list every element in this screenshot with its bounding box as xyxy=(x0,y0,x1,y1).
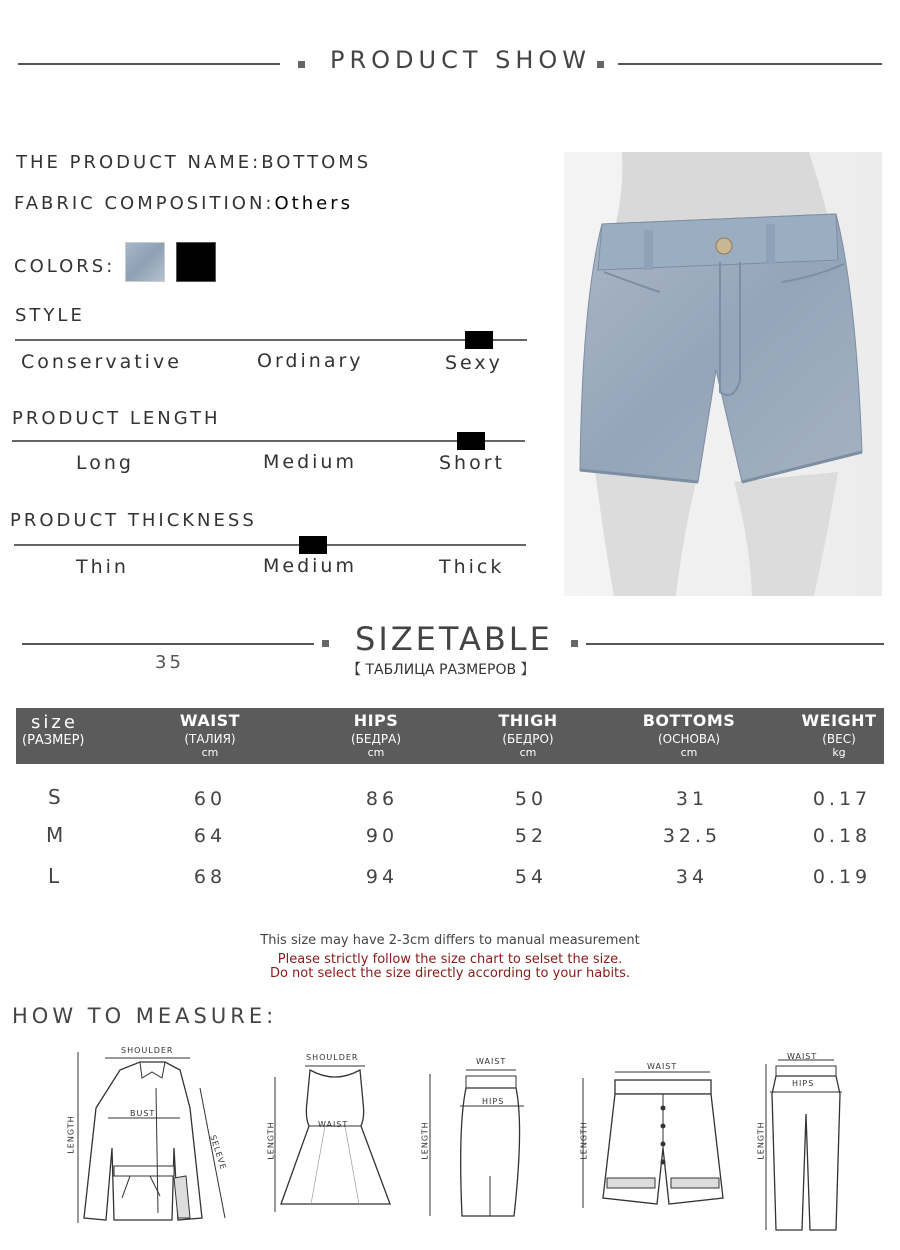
col-header-thigh-ru: (БЕДРО) xyxy=(502,732,554,746)
table-cell: 0.17 xyxy=(812,788,872,810)
col-header-size xyxy=(22,712,92,748)
style-option-ordinary: Ordinary xyxy=(257,350,364,372)
col-header-size-name: size xyxy=(31,712,78,733)
divider-left xyxy=(18,63,280,65)
shorts-diagram-icon xyxy=(575,1068,725,1213)
shorts-length-label: LENGTH xyxy=(579,1121,589,1160)
col-header-thigh-unit: cm xyxy=(519,746,537,759)
table-cell: 0.18 xyxy=(812,825,872,847)
table-cell: 32.5 xyxy=(662,825,722,847)
style-title: STYLE xyxy=(15,305,85,326)
divider-dot xyxy=(298,61,305,68)
divider-dot xyxy=(322,640,329,647)
section-title-product-show: PRODUCT SHOW xyxy=(330,46,592,74)
style-scale-line xyxy=(15,339,527,341)
note-habits: Do not select the size directly according to your habits. xyxy=(269,966,631,981)
pants-length-label: LENGTH xyxy=(756,1121,766,1160)
table-cell: 64 xyxy=(193,825,227,847)
col-header-bottoms xyxy=(629,711,749,759)
col-header-hips xyxy=(316,711,436,759)
table-cell: 86 xyxy=(365,788,399,810)
col-header-weight-ru: (ВЕС) xyxy=(822,732,856,746)
col-header-weight-name: WEIGHT xyxy=(801,711,877,730)
col-header-waist-ru: (ТАЛИЯ) xyxy=(184,732,236,746)
thickness-option-medium: Medium xyxy=(263,555,357,577)
jacket-sleeve-label: SELEVE xyxy=(208,1133,228,1172)
size-cell: L xyxy=(48,864,60,888)
dress-shoulder-label: SHOULDER xyxy=(306,1053,359,1062)
thickness-title: PRODUCT THICKNESS xyxy=(10,510,257,531)
length-title: PRODUCT LENGTH xyxy=(12,408,221,429)
sizetable-divider-left xyxy=(22,643,314,645)
table-cell: 34 xyxy=(675,866,709,888)
col-header-thigh-name: THIGH xyxy=(498,711,558,730)
pants-waist-label: WAIST xyxy=(787,1052,818,1061)
how-to-measure-title: HOW TO MEASURE: xyxy=(12,1004,278,1028)
length-option-medium: Medium xyxy=(263,451,357,473)
thickness-scale-line xyxy=(14,544,526,546)
col-header-hips-name: HIPS xyxy=(353,711,399,730)
sizetable-divider-right xyxy=(586,643,884,645)
table-cell: 31 xyxy=(675,788,709,810)
table-cell: 0.19 xyxy=(812,866,872,888)
colors-label: COLORS: xyxy=(14,256,116,277)
skirt-hips-label: HIPS xyxy=(482,1097,505,1106)
thickness-option-thick: Thick xyxy=(439,556,505,578)
product-name: THE PRODUCT NAME:BOTTOMS xyxy=(16,152,372,173)
col-header-bottoms-unit: cm xyxy=(680,746,698,759)
col-header-weight xyxy=(779,711,899,759)
dress-icon xyxy=(265,1062,395,1222)
table-cell: 60 xyxy=(193,788,227,810)
style-option-sexy: Sexy xyxy=(445,352,503,374)
size-cell: S xyxy=(48,785,61,809)
table-cell: 52 xyxy=(514,825,548,847)
length-marker xyxy=(457,432,485,450)
skirt-waist-label: WAIST xyxy=(476,1057,507,1066)
table-cell: 54 xyxy=(514,866,548,888)
pants-hips-label: HIPS xyxy=(792,1079,815,1088)
fabric-composition xyxy=(14,193,353,214)
divider-dot xyxy=(571,640,578,647)
table-cell: 68 xyxy=(193,866,227,888)
style-option-conservative: Conservative xyxy=(21,351,182,373)
jacket-shoulder-label: SHOULDER xyxy=(121,1046,174,1055)
length-option-long: Long xyxy=(76,452,134,474)
col-header-waist xyxy=(150,711,270,759)
table-cell: 50 xyxy=(514,788,548,810)
skirt-length-label: LENGTH xyxy=(420,1121,430,1160)
product-photo xyxy=(564,152,882,596)
fabric-label: FABRIC COMPOSITION: xyxy=(14,193,275,214)
dress-length-label: LENGTH xyxy=(266,1121,276,1160)
sizetable-subtitle: 【 ТАБЛИЦА РАЗМЕРОВ 】 xyxy=(347,662,535,678)
divider-dot xyxy=(597,61,604,68)
col-header-weight-unit: kg xyxy=(832,746,846,759)
shorts-waist-label: WAIST xyxy=(647,1062,678,1071)
color-swatch-black[interactable] xyxy=(176,242,216,282)
col-header-bottoms-name: BOTTOMS xyxy=(642,711,736,730)
table-cell: 90 xyxy=(365,825,399,847)
thickness-marker xyxy=(299,536,327,554)
jacket-bust-label: BUST xyxy=(130,1109,156,1118)
col-header-waist-unit: cm xyxy=(201,746,219,759)
length-scale-line xyxy=(12,440,525,442)
color-swatch-denim[interactable] xyxy=(125,242,165,282)
size-table-header xyxy=(16,708,884,764)
col-header-thigh xyxy=(468,711,588,759)
thickness-option-thin: Thin xyxy=(76,556,129,578)
note-measurement: This size may have 2-3cm differs to manual measurement xyxy=(260,933,640,948)
divider-right xyxy=(618,63,882,65)
style-marker xyxy=(465,331,493,349)
col-header-bottoms-ru: (ОСНОВА) xyxy=(657,732,721,746)
table-cell: 94 xyxy=(365,866,399,888)
jacket-length-label: LENGTH xyxy=(66,1115,76,1154)
col-header-hips-unit: cm xyxy=(367,746,385,759)
col-header-waist-name: WAIST xyxy=(179,711,241,730)
note-follow-chart: Please strictly follow the size chart to selset the size. xyxy=(277,952,623,967)
size-cell: M xyxy=(46,823,64,847)
col-header-size-ru: (РАЗМЕР) xyxy=(22,733,85,748)
side-number: 35 xyxy=(155,652,184,673)
fabric-value: Others xyxy=(274,193,353,214)
length-option-short: Short xyxy=(439,452,505,474)
skirt-icon xyxy=(420,1066,540,1226)
dress-waist-label: WAIST xyxy=(318,1120,349,1129)
col-header-hips-ru: (БЕДРА) xyxy=(351,732,401,746)
sizetable-title: SIZETABLE xyxy=(355,620,553,658)
